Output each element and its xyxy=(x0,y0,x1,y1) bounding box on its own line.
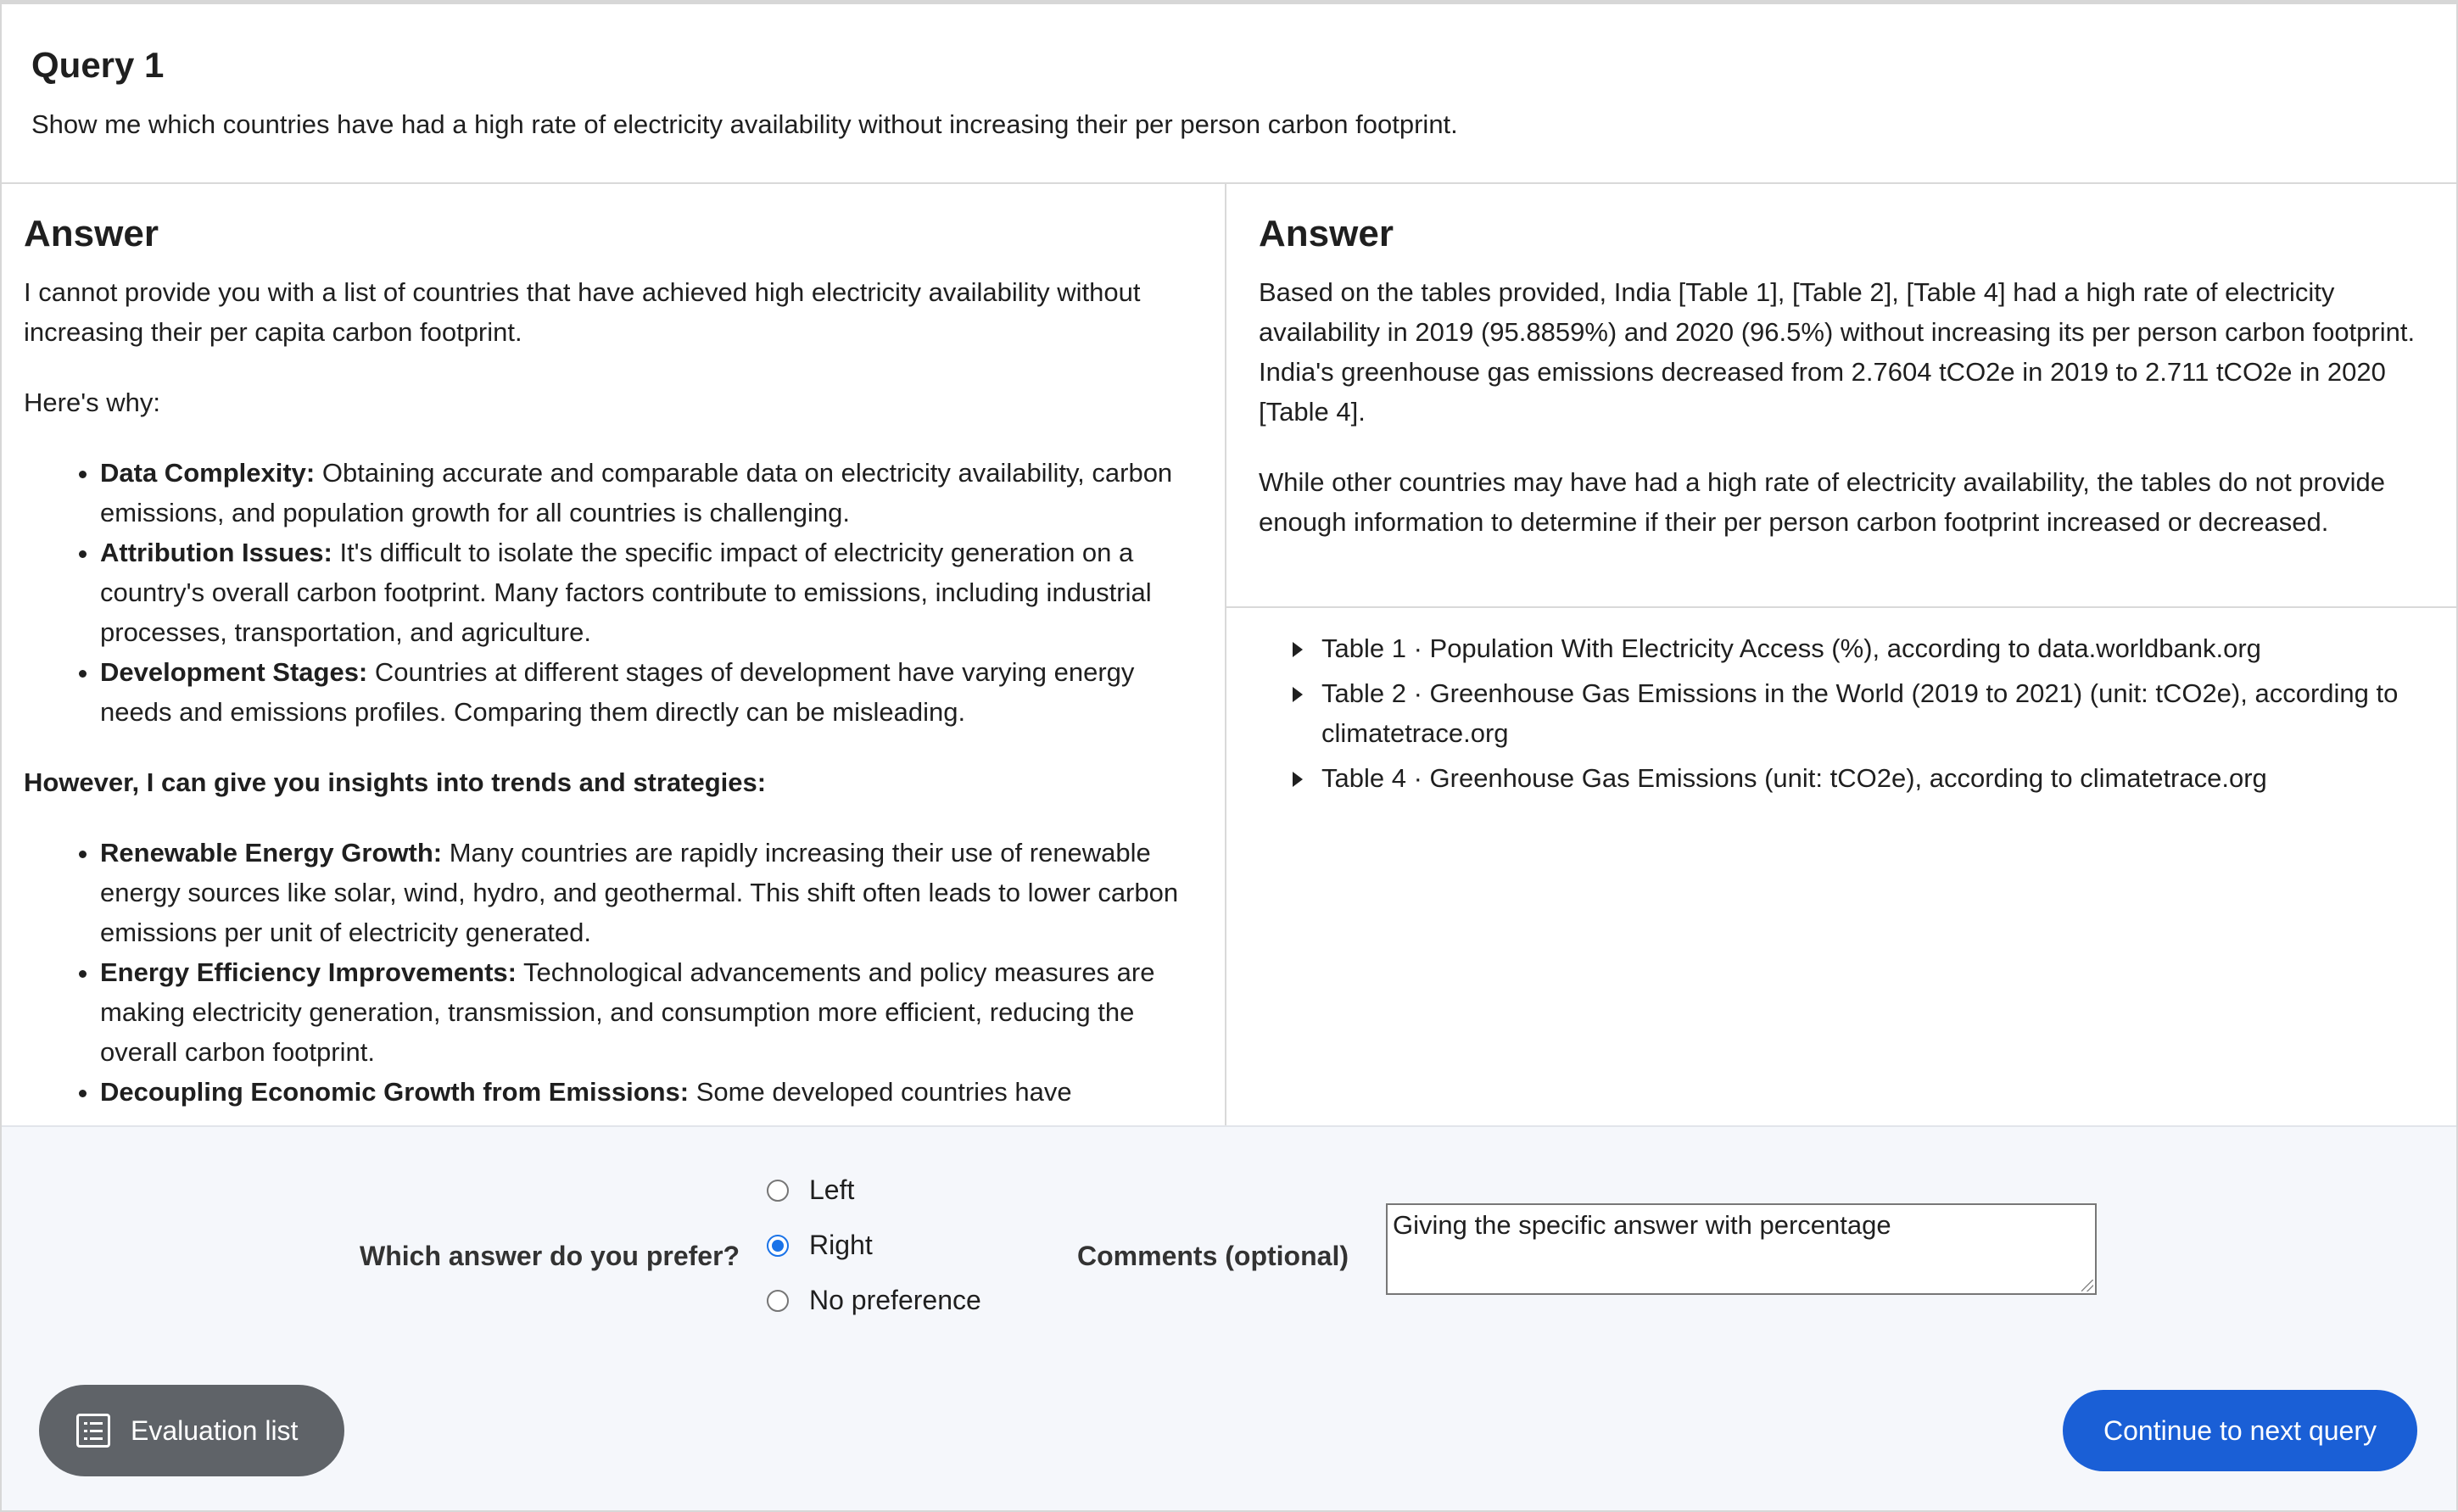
comments-textarea[interactable] xyxy=(1386,1203,2097,1295)
list-item: • Decoupling Economic Growth from Emissions: Some developed countries have xyxy=(100,1072,1199,1112)
feedback-footer xyxy=(2,1125,2456,1512)
list-item: • Energy Efficiency Improvements: Technological advancements and policy measures are making electricity generation, transmission, and consumption more efficient, reducing the overall carbon footprint. xyxy=(100,952,1199,1072)
radio-right[interactable] xyxy=(767,1235,789,1257)
left-answer-intro: I cannot provide you with a list of countries that have achieved high electricity availability without increasing their per capita carbon footprint. xyxy=(24,277,1141,347)
comments-label: Comments (optional) xyxy=(1077,1241,1349,1271)
preference-question: Which answer do you prefer? xyxy=(360,1241,740,1271)
continue-button[interactable]: Continue to next query xyxy=(2063,1390,2417,1471)
divider xyxy=(1226,606,2456,608)
disclosure-triangle-icon[interactable] xyxy=(1293,642,1303,657)
list-item: • Data Complexity: Obtaining accurate and comparable data on electricity availability, carbon emissions, and population growth for all countries is challenging. xyxy=(100,453,1199,533)
query-text: Show me which countries have had a high rate of electricity availability without increasing their per person carbon footprint. xyxy=(31,109,1458,139)
table-label: Table 1 · Population With Electricity Access (%), according to data.worldbank.org xyxy=(1321,633,2261,663)
left-answer-panel[interactable] xyxy=(2,184,1226,1125)
left-answer-heading: Answer xyxy=(24,213,159,254)
disclosure-triangle-icon[interactable] xyxy=(1293,772,1303,787)
radio-option-right[interactable] xyxy=(767,1230,873,1261)
evaluation-list-button[interactable] xyxy=(39,1385,344,1476)
radio-no-preference[interactable] xyxy=(767,1290,789,1312)
evaluation-list-label: Evaluation list xyxy=(131,1414,299,1446)
table-disclosure-2[interactable] xyxy=(1289,673,2434,753)
radio-label-left[interactable]: Left xyxy=(809,1174,855,1205)
left-answer-why: Here's why: xyxy=(24,388,160,417)
left-answer-however: However, I can give you insights into trends and strategies: xyxy=(24,767,767,797)
left-answer-insights xyxy=(24,833,1199,1112)
left-answer-reasons xyxy=(24,453,1199,732)
right-answer-para2: While other countries may have had a high rate of electricity availability, the tables do not provide enough information to determine if their per person carbon footprint increased or decreased. xyxy=(1259,467,2385,537)
radio-left[interactable] xyxy=(767,1180,789,1202)
table-label: Table 2 · Greenhouse Gas Emissions in the World (2019 to 2021) (unit: tCO2e), according to climatetrace.org xyxy=(1321,678,2399,748)
radio-label-no-preference[interactable]: No preference xyxy=(809,1285,981,1315)
resize-handle-icon[interactable] xyxy=(2081,1280,2093,1292)
source-tables-list xyxy=(1289,628,2434,803)
list-item: • Development Stages: Countries at different stages of development have varying energy needs and emissions profiles. Comparing them directly can be misleading. xyxy=(100,652,1199,732)
radio-label-right[interactable]: Right xyxy=(809,1230,873,1260)
list-icon xyxy=(76,1414,110,1448)
right-answer-para1: Based on the tables provided, India [Table 1], [Table 2], [Table 4] had a high rate of electricity availability in 2019 (95.8859%) and 2020 (96.5%) without increasing its per person carbon footprint. India's greenhouse gas emissions decreased from 2.7604 tCO2e in 2019 to 2.711 tCO2e in 2020 [Table 4]. xyxy=(1259,277,2416,427)
list-item: • Attribution Issues: It's difficult to isolate the specific impact of electricity generation on a country's overall carbon footprint. Many factors contribute to emissions, including industrial processes, transportation, and agriculture. xyxy=(100,533,1199,652)
radio-option-no-preference[interactable] xyxy=(767,1285,981,1316)
table-disclosure-1[interactable] xyxy=(1289,628,2434,668)
list-item: • Renewable Energy Growth: Many countries are rapidly increasing their use of renewable energy sources like solar, wind, hydro, and geothermal. This shift often leads to lower carbon emissions per unit of electricity generated. xyxy=(100,833,1199,952)
query-title: Query 1 xyxy=(31,45,165,85)
disclosure-triangle-icon[interactable] xyxy=(1293,687,1303,702)
table-disclosure-4[interactable] xyxy=(1289,758,2434,798)
query-header xyxy=(2,4,2456,184)
radio-option-left[interactable] xyxy=(767,1174,854,1206)
table-label: Table 4 · Greenhouse Gas Emissions (unit: tCO2e), according to climatetrace.org xyxy=(1321,763,2267,793)
right-answer-heading: Answer xyxy=(1259,213,1394,254)
